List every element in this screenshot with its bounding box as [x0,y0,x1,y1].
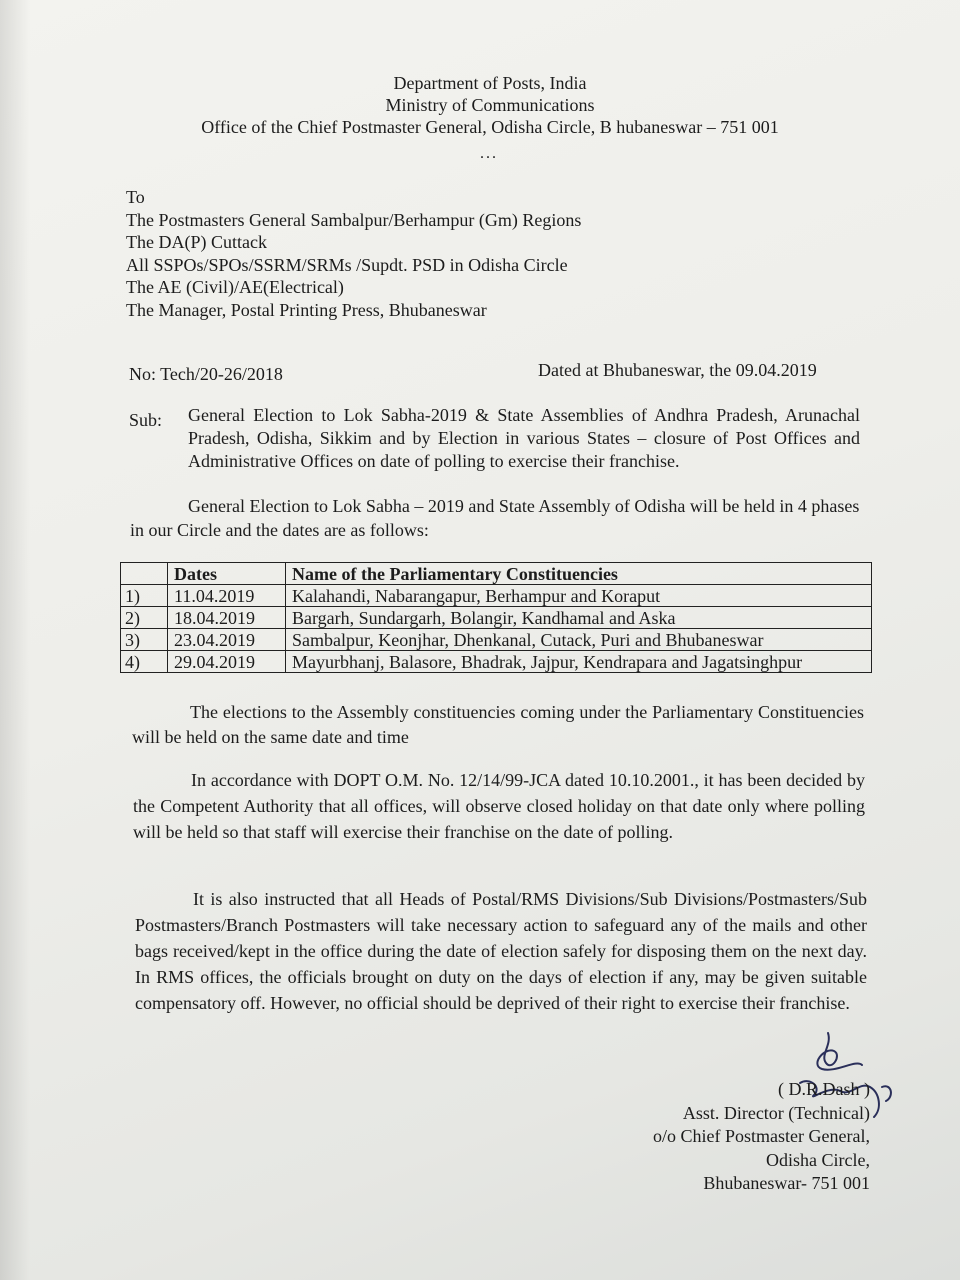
phase-date: 11.04.2019 [168,585,286,607]
subject-text: General Election to Lok Sabha-2019 & State Assemblies of Andhra Pradesh, Arunachal Pradesh, Odisha, Sikkim and by Election in various States – closure of Post Offices and Administrative Offices on date of polling to exercise their franchise. [188,405,860,471]
phase-constituencies: Mayurbhanj, Balasore, Bhadrak, Jajpur, Kendrapara and Jagatsinghpur [286,651,872,673]
phase-date: 23.04.2019 [168,629,286,651]
phase-constituencies: Sambalpur, Keonjhar, Dhenkanal, Cutack, Puri and Bhubaneswar [286,629,872,651]
date-line: Dated at Bhubaneswar, the 09.04.2019 [538,360,817,380]
intro-paragraph: General Election to Lok Sabha – 2019 and State Assembly of Odisha will be held in 4 phases in our Circle and the dates are as follows: [130,496,860,540]
department-name: Department of Posts, India [393,73,587,93]
office-name: Office of the Chief Postmaster General, Odisha Circle, B hubaneswar – 751 001 [201,117,779,137]
table-header-cell: Name of the Parliamentary Constituencies [286,563,872,585]
reference-number: No: Tech/20-26/2018 [129,364,283,384]
recipient-line: The AE (Civil)/AE(Electrical) [126,277,344,297]
phase-number: 3) [121,629,168,651]
phase-date: 18.04.2019 [168,607,286,629]
phase-constituencies: Bargarh, Sundargarh, Bolangir, Kandhamal and Aska [286,607,872,629]
recipient-line: The DA(P) Cuttack [126,232,267,252]
table-row [121,607,872,629]
phase-date: 29.04.2019 [168,651,286,673]
signatory-name: ( D.R.Dash ) [778,1079,870,1099]
table-row [121,629,872,651]
signatory-city: Bhubaneswar- 751 001 [703,1173,870,1193]
election-phases-table [120,562,872,673]
subject-label: Sub: [129,410,163,430]
to-label: To [126,187,145,207]
phase-number: 2) [121,607,168,629]
phase-constituencies: Kalahandi, Nabarangapur, Berhampur and Koraput [286,585,872,607]
table-header-cell [121,563,168,585]
signatory-office: o/o Chief Postmaster General, [653,1126,870,1146]
phase-number: 1) [121,585,168,607]
recipient-line: All SSPOs/SPOs/SSRM/SRMs /Supdt. PSD in Odisha Circle [126,254,568,275]
table-header-cell: Dates [168,563,286,585]
signatory-block [560,1078,870,1196]
letterhead [170,72,810,138]
ministry-name: Ministry of Communications [385,95,595,115]
page-edge-shadow [0,0,30,1280]
signatory-circle: Odisha Circle, [766,1149,870,1170]
assembly-paragraph: The elections to the Assembly constituencies coming under the Parliamentary Constituencies will be held on the same date and time [132,702,864,747]
holiday-paragraph: In accordance with DOPT O.M. No. 12/14/99-JCA dated 10.10.2001., it has been decided by the Competent Authority that all offices, will observe closed holiday on that date only where polling will be held so that staff will exercise their franchise on the date of polling. [133,770,865,842]
table-row [121,651,872,673]
header-dots: ... [480,145,498,162]
table-header-row [121,563,872,585]
recipients-block [126,186,581,321]
instructions-paragraph: It is also instructed that all Heads of Postal/RMS Divisions/Sub Divisions/Postmasters/Sub Postmasters/Branch Postmasters will take necessary action to safeguard any of the mails and other bags received/kept in the office during the date of election safely for disposing them on the next day. In RMS offices, the officials brought on duty on the days of election if any, may be given suitable compensatory off. However, no official should be deprived of their right to exercise their franchise. [135,889,867,1013]
table-row [121,585,872,607]
recipient-line: The Manager, Postal Printing Press, Bhubaneswar [126,299,487,320]
signatory-designation: Asst. Director (Technical) [682,1102,870,1123]
phase-number: 4) [121,651,168,673]
recipient-line: The Postmasters General Sambalpur/Berhampur (Gm) Regions [126,209,582,230]
